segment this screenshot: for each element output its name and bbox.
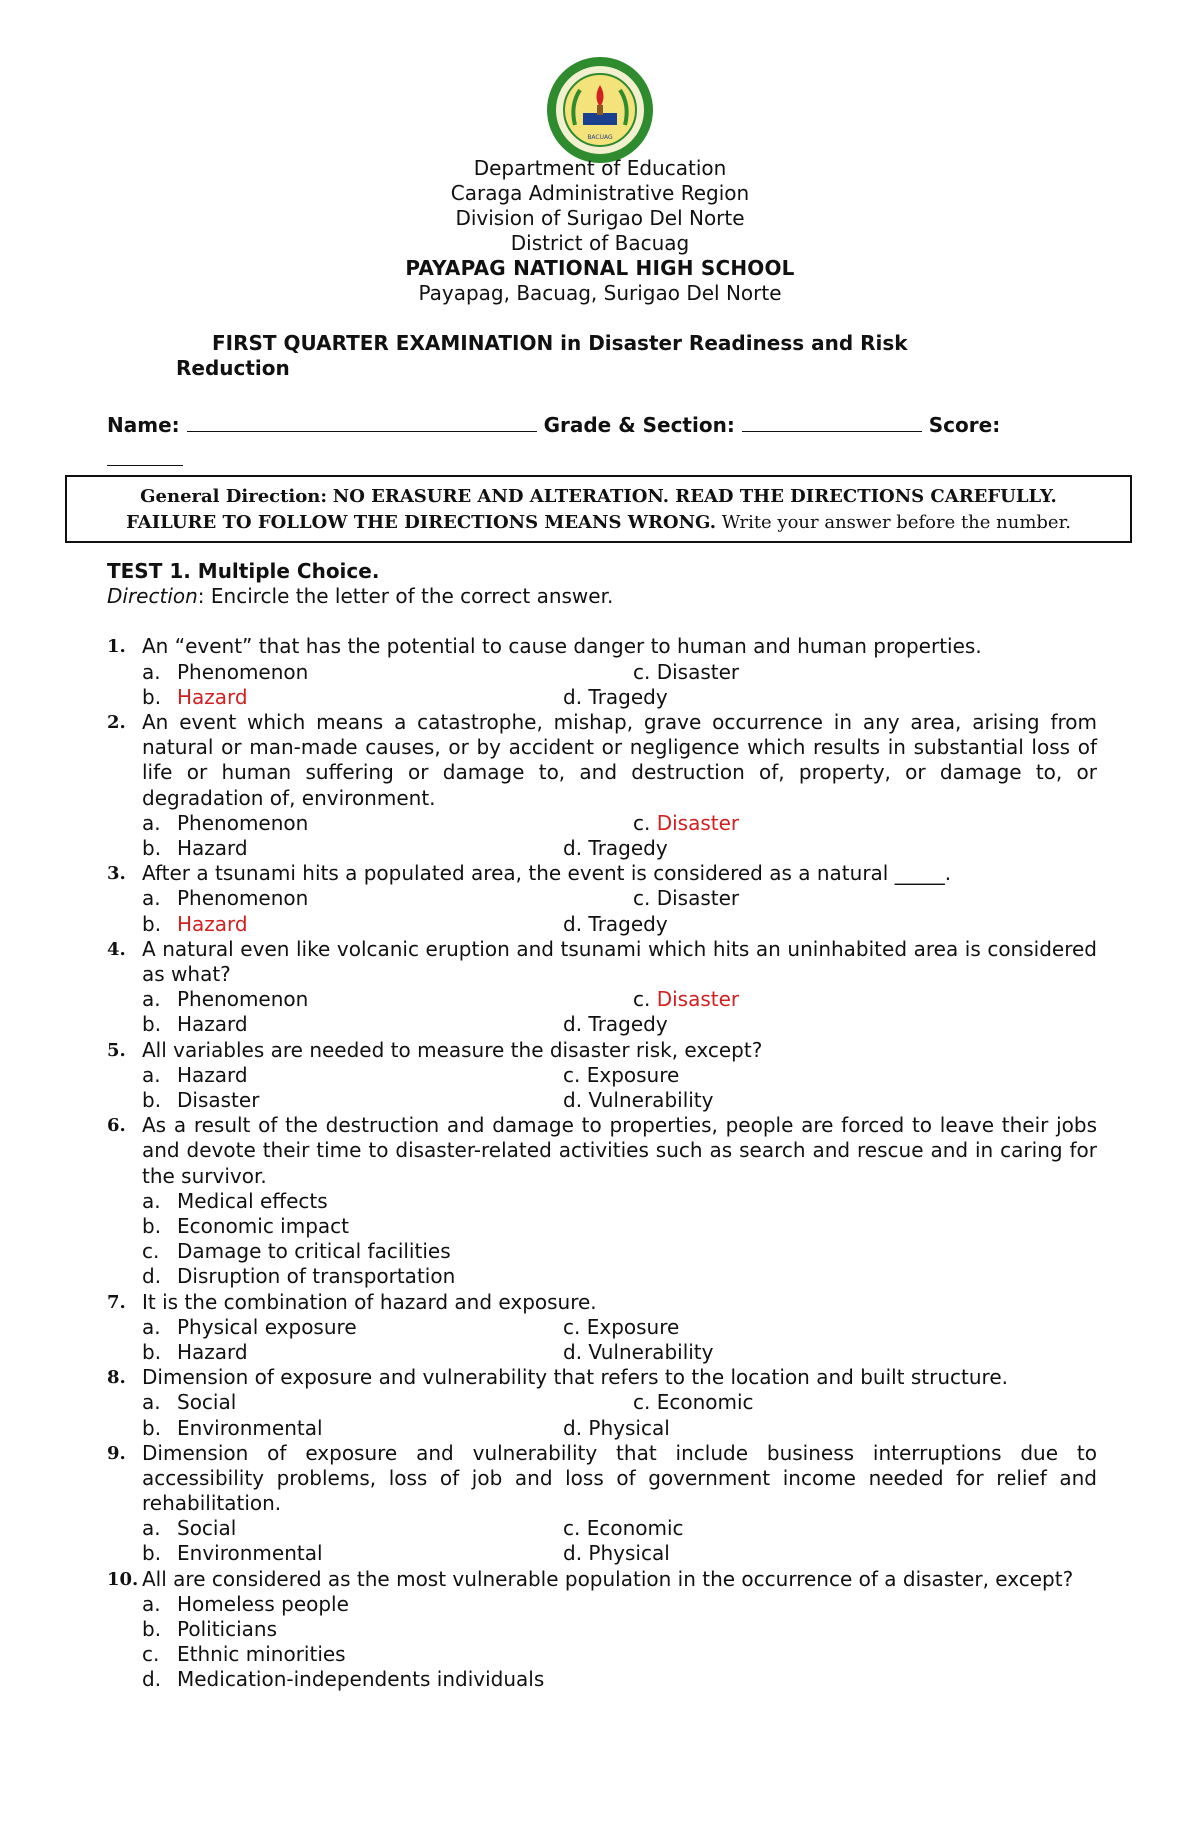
question-8 [107, 1365, 1097, 1390]
option-d[interactable]: d. Tragedy [563, 911, 668, 936]
question-5 [107, 1038, 1097, 1063]
question-number: 6. [107, 1115, 126, 1137]
score-field[interactable] [107, 445, 183, 466]
question-number: 9. [107, 1442, 126, 1464]
general-direction-text-2: FAILURE TO FOLLOW THE DIRECTIONS MEANS WRONG. [126, 512, 717, 533]
option-c[interactable]: c. Ethnic minorities [142, 1642, 346, 1667]
student-fields [107, 408, 1097, 476]
option-d[interactable]: d. Tragedy [563, 835, 668, 860]
exam-title-line-2: Reduction [176, 356, 290, 380]
question-stem: All are considered as the most vulnerable population in the occurrence of a disaster, except? [142, 1566, 1074, 1591]
general-direction-label: General Direction: [140, 486, 328, 507]
answer-key-highlight: Disaster [656, 987, 740, 1012]
school-address: Payapag, Bacuag, Surigao Del Norte [418, 281, 782, 305]
question-number: 7. [107, 1291, 126, 1313]
question-number: 10. [107, 1568, 139, 1590]
school-header [0, 156, 1200, 306]
question-6-options [107, 1189, 1097, 1290]
option-a[interactable]: a. Physical exposure [142, 1314, 357, 1339]
answer-key-highlight: Hazard [177, 684, 248, 709]
option-a[interactable]: a. Hazard [142, 1062, 248, 1087]
exam-title-line-1: FIRST QUARTER EXAMINATION in Disaster Readiness and Risk [212, 331, 908, 355]
question-4 [107, 937, 1097, 987]
question-7-options [107, 1315, 1097, 1365]
option-b[interactable]: b. Hazard [142, 1339, 248, 1364]
question-10-options [107, 1592, 1097, 1693]
question-number: 3. [107, 863, 126, 885]
header-department: Department of Education [473, 156, 727, 180]
option-c[interactable]: c. Disaster [633, 886, 740, 911]
option-c[interactable]: c. Disaster [633, 659, 740, 684]
test-1-title: TEST 1. Multiple Choice. [107, 559, 380, 583]
question-8-options [107, 1390, 1097, 1440]
option-a[interactable]: a. Social [142, 1516, 237, 1541]
option-b[interactable]: b. Environmental [142, 1415, 323, 1440]
option-b[interactable]: b. Hazard [142, 684, 248, 709]
option-c[interactable]: c. Economic [633, 1390, 754, 1415]
option-b[interactable]: b. Politicians [142, 1617, 277, 1642]
question-7 [107, 1290, 1097, 1315]
option-d[interactable]: d. Physical [563, 1541, 670, 1566]
header-region: Caraga Administrative Region [450, 181, 750, 205]
option-b[interactable]: b. Hazard [142, 835, 248, 860]
question-9 [107, 1441, 1097, 1517]
question-1 [107, 634, 1097, 659]
question-stem: Dimension of exposure and vulnerability that include business interruptions due to accessibility problems, loss of job and loss of government income needed for relief and rehabilitation. [142, 1440, 1097, 1516]
direction-text: : Encircle the letter of the correct answer. [197, 584, 614, 609]
option-b[interactable]: b. Economic impact [142, 1213, 350, 1238]
question-stem: An event which means a catastrophe, mishap, grave occurrence in any area, arising from natural or man-made causes, or by accident or negligence which results in substantial loss of life or human suffering or damage to, and destruction of, property, or damage to, or degradation of, environment. [142, 709, 1097, 810]
question-6 [107, 1113, 1097, 1189]
question-3-options [107, 886, 1097, 936]
question-number: 8. [107, 1367, 126, 1389]
question-stem: It is the combination of hazard and exposure. [142, 1289, 597, 1314]
question-4-options [107, 987, 1097, 1037]
question-5-options [107, 1063, 1097, 1113]
question-1-options [107, 660, 1097, 710]
header-district: District of Bacuag [510, 231, 690, 255]
answer-key-highlight: Disaster [656, 810, 740, 835]
option-d[interactable]: d. Medication-independents individuals [142, 1667, 545, 1692]
option-c[interactable]: c. Exposure [563, 1062, 680, 1087]
question-number: 2. [107, 711, 126, 733]
question-number: 5. [107, 1039, 126, 1061]
general-direction-box [65, 475, 1132, 543]
question-10 [107, 1567, 1097, 1592]
exam-title [176, 331, 996, 381]
option-a[interactable]: a. Phenomenon [142, 659, 309, 684]
svg-text:BACUAG: BACUAG [587, 134, 613, 141]
grade-section-label: Grade & Section: [543, 413, 735, 437]
score-label: Score: [928, 413, 1001, 437]
option-d[interactable]: d. Tragedy [563, 1012, 668, 1037]
grade-section-field[interactable] [742, 411, 922, 432]
option-a[interactable]: a. Social [142, 1390, 237, 1415]
option-b[interactable]: b. Hazard [142, 911, 248, 936]
general-direction-text-1: NO ERASURE AND ALTERATION. READ THE DIRECTIONS CAREFULLY. [332, 486, 1057, 507]
test-1-section [107, 559, 1097, 1693]
option-c[interactable]: c. Disaster [633, 810, 740, 835]
option-d[interactable]: d. Tragedy [563, 684, 668, 709]
question-stem: Dimension of exposure and vulnerability that refers to the location and built structure. [142, 1365, 1008, 1390]
school-seal-logo [545, 55, 655, 165]
question-2 [107, 710, 1097, 811]
name-label: Name: [107, 413, 180, 437]
option-a[interactable]: a. Phenomenon [142, 810, 309, 835]
question-9-options [107, 1516, 1097, 1566]
option-b[interactable]: b. Environmental [142, 1541, 323, 1566]
question-number: 1. [107, 636, 126, 658]
option-b[interactable]: b. Disaster [142, 1087, 260, 1112]
question-2-options [107, 811, 1097, 861]
option-d[interactable]: d. Physical [563, 1415, 670, 1440]
option-a[interactable]: a. Phenomenon [142, 987, 309, 1012]
question-stem: All variables are needed to measure the disaster risk, except? [142, 1037, 763, 1062]
question-number: 4. [107, 938, 126, 960]
question-stem: As a result of the destruction and damage to properties, people are forced to leave their jobs and devote their time to disaster-related activities such as search and rescue and in caring for the survivor. [142, 1113, 1097, 1188]
option-c[interactable]: c. Economic [563, 1516, 684, 1541]
option-d[interactable]: d. Vulnerability [563, 1087, 714, 1112]
option-d[interactable]: d. Disruption of transportation [142, 1264, 456, 1289]
answer-key-highlight: Hazard [177, 911, 248, 936]
option-a[interactable]: a. Homeless people [142, 1591, 349, 1616]
question-stem: A natural even like volcanic eruption and tsunami which hits an uninhabited area is considered as what? [142, 936, 1097, 986]
option-a[interactable]: a. Phenomenon [142, 886, 309, 911]
question-3 [107, 861, 1097, 886]
header-division: Division of Surigao Del Norte [455, 206, 745, 230]
test-1-direction [107, 584, 1097, 609]
school-name: PAYAPAG NATIONAL HIGH SCHOOL [405, 256, 795, 280]
option-c[interactable]: c. Damage to critical facilities [142, 1239, 451, 1264]
direction-label: Direction [107, 584, 198, 609]
option-c[interactable]: c. Disaster [633, 987, 740, 1012]
general-direction-text-3: Write your answer before the number. [721, 512, 1071, 533]
name-field[interactable] [187, 411, 537, 432]
option-b[interactable]: b. Hazard [142, 1012, 248, 1037]
option-d[interactable]: d. Vulnerability [563, 1339, 714, 1364]
option-c[interactable]: c. Exposure [563, 1314, 680, 1339]
question-stem: After a tsunami hits a populated area, the event is considered as a natural _____. [142, 861, 952, 886]
option-a[interactable]: a. Medical effects [142, 1188, 328, 1213]
question-stem: An “event” that has the potential to cause danger to human and human properties. [142, 634, 982, 659]
